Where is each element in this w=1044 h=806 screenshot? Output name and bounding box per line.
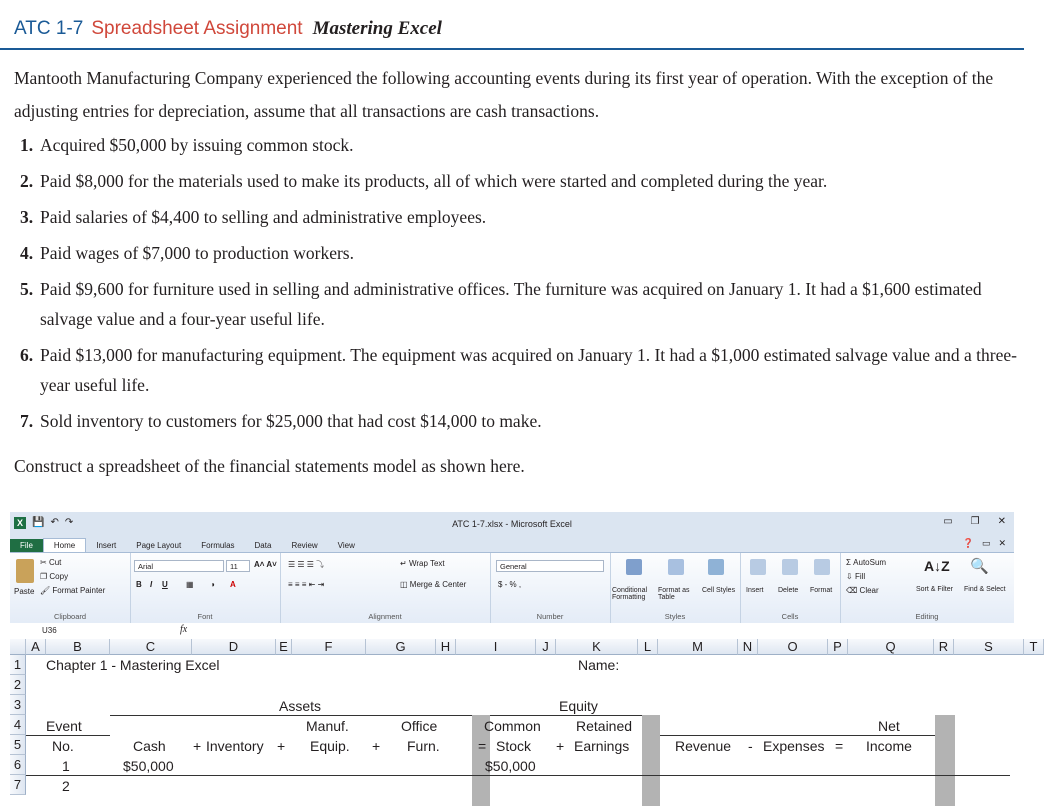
font-color-icon[interactable]: A	[230, 580, 236, 589]
column-header-a[interactable]: A	[26, 639, 46, 655]
column-header-g[interactable]: G	[366, 639, 436, 655]
font-name-select[interactable]: Arial	[134, 560, 224, 572]
fx-icon[interactable]: fx	[180, 624, 188, 635]
item-number: 6.	[20, 345, 34, 365]
list-item	[20, 406, 1020, 436]
cell-assets[interactable]: Assets	[279, 698, 322, 714]
styles-label: Styles	[664, 612, 686, 621]
outro-paragraph: Construct a spreadsheet of the financial statements model as shown here.	[14, 456, 525, 476]
cells-label: Cells	[781, 612, 799, 621]
worksheet-grid[interactable]	[10, 639, 1038, 806]
clipboard-group	[10, 553, 131, 623]
row-header-5[interactable]: 5	[10, 735, 26, 755]
excel-titlebar	[10, 512, 1014, 536]
window-title: ATC 1-7.xlsx - Microsoft Excel	[452, 519, 572, 529]
format-painter-button[interactable]: 🖌 Format Painter	[40, 586, 106, 595]
column-header-i[interactable]: I	[456, 639, 536, 655]
format-as-table-button[interactable]: Format as Table	[658, 587, 690, 601]
cell-income[interactable]: Income	[866, 738, 912, 754]
tab-formulas[interactable]: Formulas	[201, 541, 235, 550]
column-header-o[interactable]: O	[758, 639, 828, 655]
shaded-column-n	[642, 715, 660, 806]
number-group	[490, 553, 611, 623]
editing-label: Editing	[915, 612, 939, 621]
align-top-icon[interactable]: ☰ ☰ ☰ ⤵	[288, 560, 325, 569]
wb-close-icon[interactable]: ✕	[998, 538, 1006, 548]
select-all-corner[interactable]	[10, 639, 26, 655]
column-header-r[interactable]: R	[934, 639, 954, 655]
fill-button[interactable]: ⇩ Fill	[846, 572, 866, 581]
item-text: Paid $9,600 for furniture used in selling and administrative offices. The furniture was acquired on January 1. It had a $1,600 estimated salvage value and a four-year useful life.	[40, 279, 982, 329]
font-label: Font	[197, 612, 213, 621]
merge-center-button[interactable]: ◫ Merge & Center	[400, 580, 467, 589]
conditional-formatting-button[interactable]: Conditional Formatting	[612, 587, 648, 601]
item-text: Sold inventory to customers for $25,000 that had cost $14,000 to make.	[40, 411, 542, 431]
paste-button[interactable]: Paste	[14, 587, 35, 596]
column-header-n[interactable]: N	[738, 639, 758, 655]
format-button[interactable]: Format	[810, 587, 833, 594]
cells-group	[740, 553, 841, 623]
tab-review[interactable]: Review	[291, 541, 318, 550]
editing-group	[840, 553, 1014, 623]
heading-title: Spreadsheet Assignment	[91, 18, 303, 39]
find-icon[interactable]: 🔍	[970, 558, 989, 575]
cell-m1[interactable]: Name:	[578, 657, 620, 673]
format-table-icon[interactable]	[668, 559, 684, 575]
column-header-e[interactable]: E	[276, 639, 292, 655]
tab-home[interactable]: Home	[43, 538, 86, 552]
wrap-text-button[interactable]: ↵ Wrap Text	[400, 559, 445, 568]
cell-manuf[interactable]: Manuf.	[306, 718, 349, 734]
excel-screenshot	[10, 512, 1038, 806]
tab-file[interactable]: File	[10, 539, 43, 552]
column-header-t[interactable]: T	[1024, 639, 1044, 655]
column-header-q[interactable]: Q	[848, 639, 934, 655]
cell-equals-1[interactable]: =	[478, 738, 487, 754]
formula-bar	[10, 623, 1014, 640]
item-number: 3.	[20, 207, 34, 227]
conditional-formatting-icon[interactable]	[626, 559, 642, 575]
column-header-k[interactable]: K	[556, 639, 638, 655]
currency-button[interactable]: $ - % ,	[498, 580, 522, 589]
column-header-s[interactable]: S	[954, 639, 1024, 655]
bold-button[interactable]: B	[136, 580, 142, 589]
insert-cells-icon[interactable]	[750, 559, 766, 575]
find-select-button[interactable]: Find & Select	[964, 586, 1006, 593]
list-item	[20, 340, 1020, 400]
cell-equals-2[interactable]: =	[835, 738, 844, 754]
row-header-3[interactable]: 3	[10, 695, 26, 715]
tab-page-layout[interactable]: Page Layout	[136, 541, 182, 550]
excel-logo-icon: X	[14, 517, 26, 529]
cell-no[interactable]: No.	[52, 738, 74, 754]
column-header-l[interactable]: L	[638, 639, 658, 655]
autosum-button[interactable]: Σ AutoSum	[846, 558, 887, 567]
borders-icon[interactable]: ▦	[186, 580, 194, 589]
cell-plus-3[interactable]: +	[372, 738, 381, 754]
heading-code: ATC 1-7	[14, 18, 84, 39]
column-header-p[interactable]: P	[828, 639, 848, 655]
row-header-4[interactable]: 4	[10, 715, 26, 735]
column-header-c[interactable]: C	[110, 639, 192, 655]
cut-button[interactable]: ✂ Cut	[40, 558, 62, 567]
cell-earnings[interactable]: Earnings	[574, 738, 630, 754]
item-number: 5.	[20, 279, 34, 299]
cell-styles-button[interactable]: Cell Styles	[702, 587, 736, 594]
cell-r6-cash[interactable]: $50,000	[123, 758, 174, 774]
cell-r7-event[interactable]: 2	[62, 778, 70, 794]
sort-filter-button[interactable]: Sort & Filter	[916, 586, 953, 593]
cell-stock[interactable]: Stock	[496, 738, 532, 754]
row-header-7[interactable]: 7	[10, 775, 26, 795]
italic-button[interactable]: I	[150, 580, 153, 589]
grow-font-icon[interactable]: A˄ A˅	[254, 560, 277, 569]
ribbon	[10, 552, 1014, 624]
cell-minus[interactable]: -	[748, 738, 753, 754]
item-text: Paid wages of $7,000 to production workers.	[40, 243, 354, 263]
cell-plus-4[interactable]: +	[556, 738, 565, 754]
item-number: 1.	[20, 135, 34, 155]
cell-plus-1[interactable]: +	[193, 738, 202, 754]
tab-data[interactable]: Data	[254, 541, 272, 550]
list-item	[20, 130, 1020, 160]
cell-equip[interactable]: Equip.	[310, 738, 350, 754]
name-box[interactable]: U36	[42, 626, 57, 635]
heading-subtitle: Mastering Excel	[312, 18, 442, 39]
cell-furn[interactable]: Furn.	[407, 738, 440, 754]
number-label: Number	[536, 612, 564, 621]
cell-cash[interactable]: Cash	[133, 738, 166, 754]
workbook-controls	[963, 538, 1006, 549]
shaded-column-t	[935, 715, 955, 806]
event-list	[20, 130, 1020, 442]
cell-retained[interactable]: Retained	[576, 718, 633, 734]
underline-button[interactable]: U	[162, 580, 168, 589]
number-format-select[interactable]: General	[496, 560, 604, 572]
cell-office[interactable]: Office	[401, 718, 438, 734]
list-item	[20, 202, 1020, 232]
format-cells-icon[interactable]	[814, 559, 830, 575]
ribbon-tabs	[10, 536, 1014, 552]
save-icon[interactable]: 💾	[32, 517, 45, 528]
close-icon[interactable]: ✕	[997, 516, 1006, 527]
delete-button[interactable]: Delete	[778, 587, 799, 594]
item-text: Paid salaries of $4,400 to selling and administrative employees.	[40, 207, 487, 227]
cell-event[interactable]: Event	[46, 718, 82, 734]
intro-paragraph: Mantooth Manufacturing Company experienced the following accounting events during its first year of operation. With the exception of the adjusting entries for depreciation, assume that all transactions are cash transactions.	[14, 68, 994, 121]
cell-plus-2[interactable]: +	[277, 738, 286, 754]
restore-icon[interactable]: ❐	[970, 516, 980, 527]
insert-button[interactable]: Insert	[746, 587, 764, 594]
list-item	[20, 238, 1020, 268]
fill-color-icon[interactable]: ◑	[210, 580, 215, 589]
item-number: 4.	[20, 243, 34, 263]
help-icon[interactable]: ❓	[962, 538, 974, 548]
item-text: Paid $13,000 for manufacturing equipment. The equipment was acquired on January 1. It had a $1,000 estimated salvage value and a three-year useful life.	[40, 345, 1017, 395]
font-group	[130, 553, 281, 623]
cell-r6-event[interactable]: 1	[62, 758, 70, 774]
cell-expenses[interactable]: Expenses	[763, 738, 825, 754]
item-number: 7.	[20, 411, 34, 431]
window-controls	[943, 516, 1006, 527]
column-header-j[interactable]: J	[536, 639, 556, 655]
copy-button[interactable]: ❐ Copy	[40, 572, 69, 581]
heading-rule	[0, 48, 1024, 50]
clipboard-label: Clipboard	[53, 612, 87, 621]
item-text: Paid $8,000 for the materials used to make its products, all of which were started and completed during the year.	[40, 171, 828, 191]
item-number: 2.	[20, 171, 34, 191]
cell-a1[interactable]: Chapter 1 - Mastering Excel	[46, 657, 220, 673]
list-item	[20, 166, 1020, 196]
undo-icon[interactable]: ↶	[50, 517, 59, 528]
cell-styles-icon[interactable]	[708, 559, 724, 575]
column-header-d[interactable]: D	[192, 639, 276, 655]
cell-r6-stock[interactable]: $50,000	[485, 758, 536, 774]
column-header-h[interactable]: H	[436, 639, 456, 655]
column-header-f[interactable]: F	[292, 639, 366, 655]
tab-view[interactable]: View	[337, 541, 355, 550]
list-item	[20, 274, 1020, 334]
wb-minimize-icon[interactable]: ▭	[981, 538, 991, 548]
cell-revenue[interactable]: Revenue	[675, 738, 732, 754]
row-header-1[interactable]: 1	[10, 655, 26, 675]
column-header-b[interactable]: B	[46, 639, 110, 655]
column-header-m[interactable]: M	[658, 639, 738, 655]
tab-insert[interactable]: Insert	[96, 541, 117, 550]
cell-net[interactable]: Net	[878, 718, 900, 734]
delete-cells-icon[interactable]	[782, 559, 798, 575]
row-header-6[interactable]: 6	[10, 755, 26, 775]
align-left-icon[interactable]: ≡ ≡ ≡ ⇤ ⇥	[288, 580, 325, 589]
assignment-heading	[14, 18, 442, 40]
row-header-2[interactable]: 2	[10, 675, 26, 695]
cell-equity[interactable]: Equity	[559, 698, 598, 714]
sort-icon[interactable]: A↓Z	[924, 558, 950, 574]
clear-button[interactable]: ⌫ Clear	[846, 586, 879, 595]
redo-icon[interactable]: ↷	[64, 517, 74, 528]
alignment-label: Alignment	[368, 612, 402, 621]
item-text: Acquired $50,000 by issuing common stock.	[40, 135, 354, 155]
font-size-select[interactable]: 11	[226, 560, 250, 572]
cell-common[interactable]: Common	[484, 718, 541, 734]
cell-inventory[interactable]: Inventory	[206, 738, 264, 754]
styles-group	[610, 553, 741, 623]
minimize-icon[interactable]: ▭	[943, 516, 953, 527]
alignment-group	[280, 553, 491, 623]
paste-icon[interactable]	[16, 559, 34, 583]
